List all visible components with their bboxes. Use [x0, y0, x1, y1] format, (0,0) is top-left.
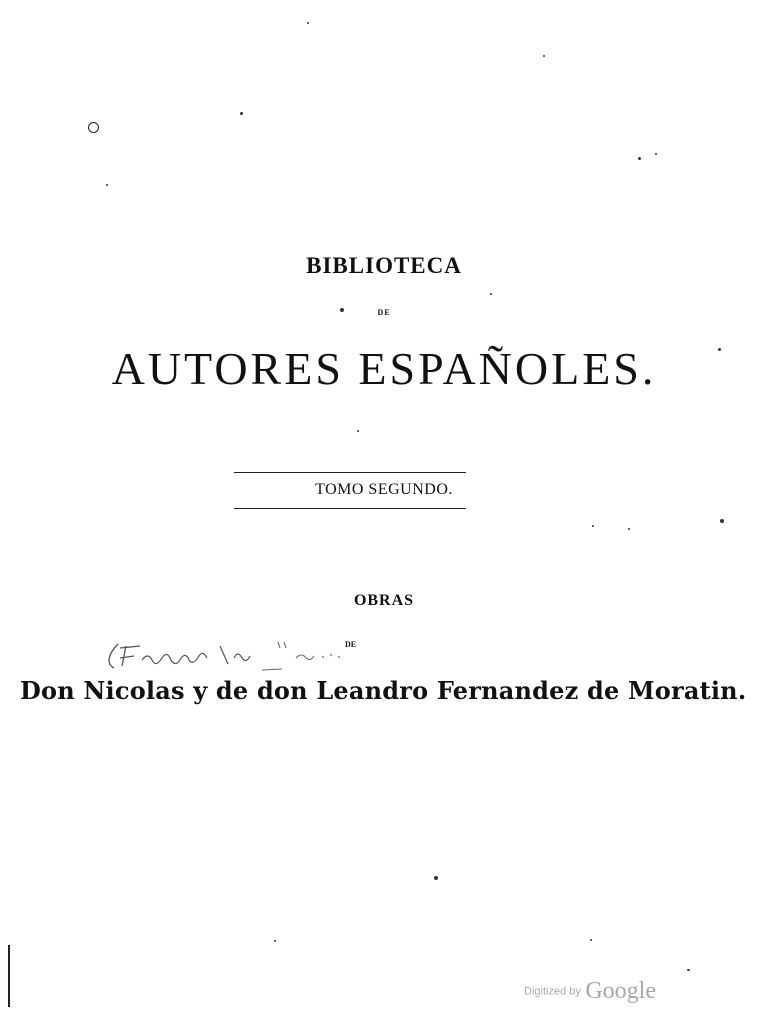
scan-speck [720, 519, 724, 523]
scan-speck [106, 184, 108, 186]
connector-de-2: DE [345, 640, 357, 649]
rule-top [234, 472, 466, 473]
scan-edge-mark [8, 945, 10, 1007]
google-watermark [524, 978, 656, 1005]
watermark-prefix: Digitized by [524, 985, 581, 998]
scan-speck [434, 876, 438, 880]
scan-speck [687, 969, 690, 971]
scan-speck [307, 22, 309, 24]
scan-speck [628, 528, 630, 530]
title-autores-espanoles: AUTORES ESPAÑOLES. [111, 343, 657, 394]
scan-speck [590, 939, 592, 941]
volume-label: TOMO SEGUNDO. [315, 481, 453, 498]
watermark-brand: Google [585, 978, 656, 1004]
scan-speck [274, 940, 276, 942]
scan-ring-mark [88, 122, 99, 133]
handwritten-annotation [100, 636, 370, 676]
scan-speck [638, 157, 641, 160]
scan-speck [543, 55, 545, 57]
scan-speck [240, 112, 243, 115]
title-biblioteca: BIBLIOTECA [306, 253, 462, 278]
scan-speck [357, 430, 359, 432]
rule-bottom [234, 508, 466, 509]
scan-speck [592, 525, 594, 527]
authors-line: Don Nicolas y de don Leandro Fernandez de Moratin. [20, 676, 747, 705]
scan-speck [655, 153, 657, 155]
connector-de: DE [377, 308, 391, 317]
works-label: OBRAS [353, 592, 415, 609]
scan-speck [490, 293, 492, 295]
